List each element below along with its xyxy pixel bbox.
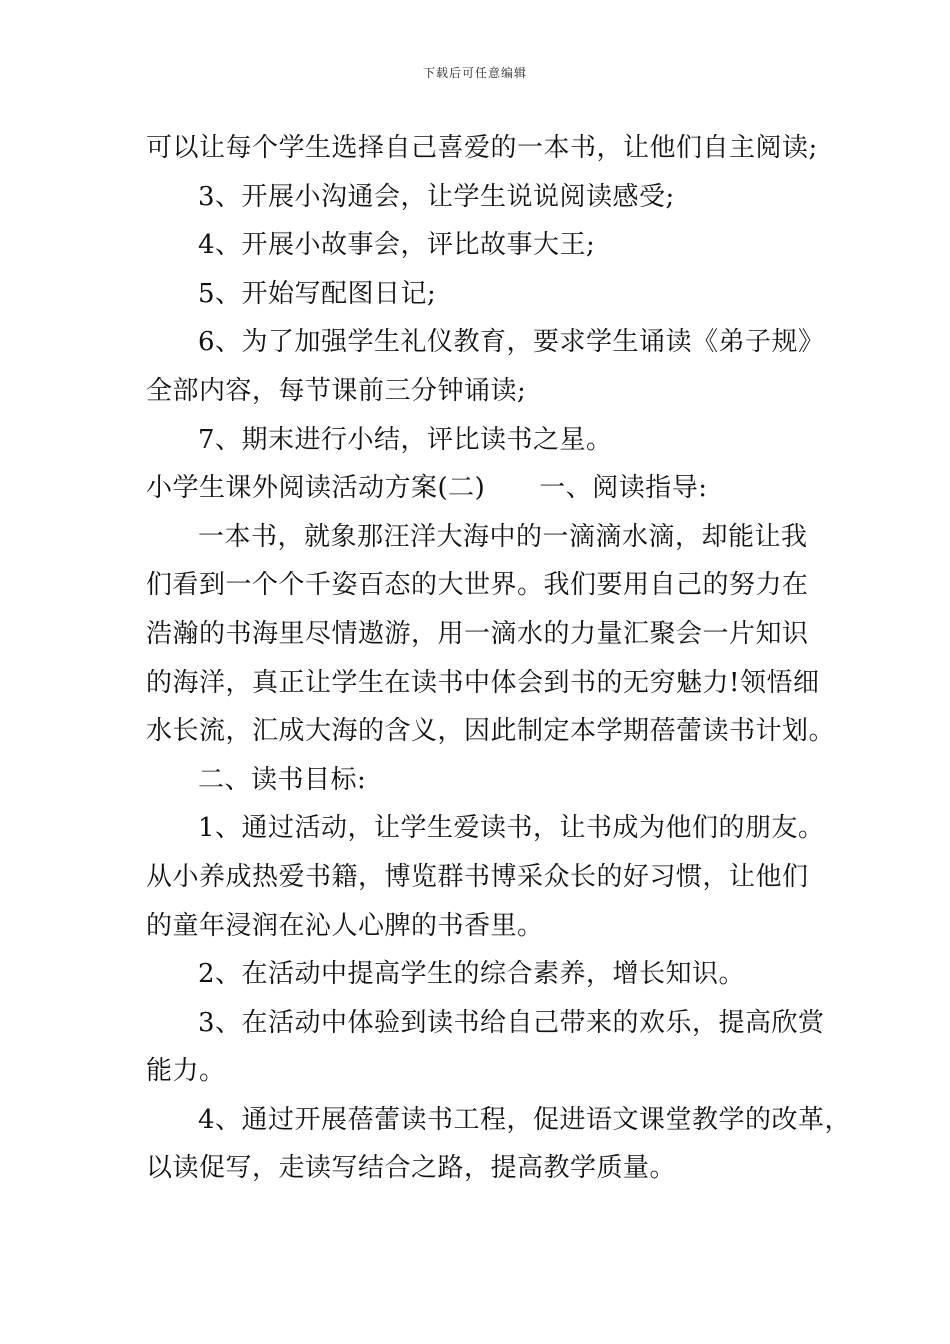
header-note: 下载后可任意编辑 [422, 66, 527, 80]
section-heading: 一、阅读指导: [539, 473, 708, 504]
text-line: 的海洋，真正让学生在读书中体会到书的无穷魅力!领悟细 [146, 667, 820, 698]
section-heading: 二、读书目标: [198, 764, 367, 795]
text-line: 以读促写，走读写结合之路，提高教学质量。 [146, 1153, 677, 1184]
text-line: 5、开始写配图日记; [198, 278, 437, 309]
text-line: 2、在活动中提高学生的综合素养，增长知识。 [198, 959, 746, 990]
text-line: 1、通过活动，让学生爱读书，让书成为他们的朋友。 [198, 813, 825, 844]
text-line: 可以让每个学生选择自己喜爱的一本书，让他们自主阅读; [146, 133, 818, 163]
text-line: 7、期末进行小结，评比读书之星。 [198, 424, 613, 455]
text-line: 4、开展小故事会，评比故事大王; [198, 230, 596, 261]
text-line: 4、通过开展蓓蕾读书工程，促进语文课堂教学的改革， [198, 1104, 852, 1135]
text-line: 们看到一个个千姿百态的大世界。我们要用自己的努力在 [146, 570, 809, 601]
document-title: 小学生课外阅读活动方案(二) [146, 473, 486, 504]
text-line: 能力。 [146, 1056, 226, 1087]
text-line: 浩瀚的书海里尽情遨游，用一滴水的力量汇聚会一片知识 [146, 618, 809, 649]
text-line: 从小养成热爱书籍，博览群书博采众长的好习惯，让他们 [146, 861, 809, 892]
text-line: 一本书，就象那汪洋大海中的一滴滴水滴，却能让我 [198, 521, 808, 552]
section-heading-line [146, 464, 836, 513]
text-line: 全部内容，每节课前三分钟诵读; [146, 375, 527, 406]
text-line: 3、开展小沟通会，让学生说说阅读感受; [198, 181, 675, 212]
text-line: 3、在活动中体验到读书给自己带来的欢乐，提高欣赏 [198, 1007, 825, 1038]
document-body [146, 124, 852, 1193]
text-line: 的童年浸润在沁人心脾的书香里。 [146, 910, 544, 941]
text-line: 6、为了加强学生礼仪教育，要求学生诵读《弟子规》 [198, 327, 825, 358]
text-line: 水长流，汇成大海的含义，因此制定本学期蓓蕾读书计划。 [146, 716, 836, 747]
